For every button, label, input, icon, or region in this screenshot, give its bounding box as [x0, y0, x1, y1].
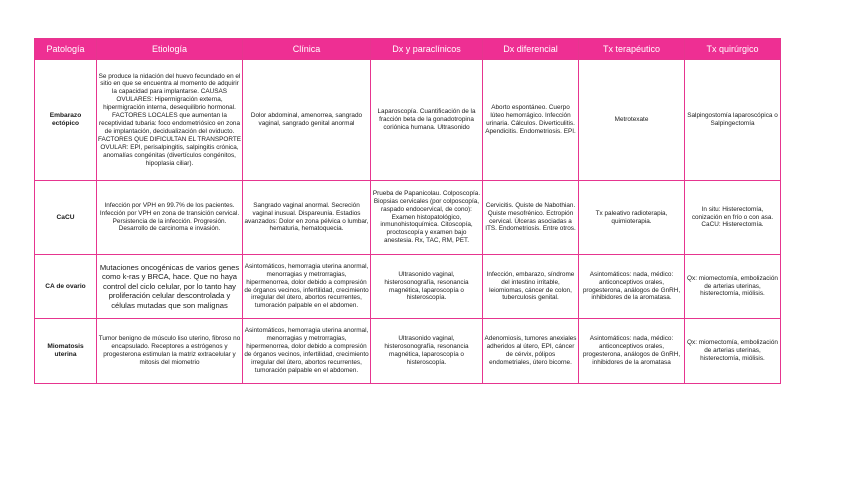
- clinical-cell: Sangrado vaginal anormal. Secreción vaginal inusual. Dispareunia. Estadios avanzados: Dolor en zona pélvica o lumbar, hematuria, hematoquecia.: [243, 181, 371, 255]
- pathology-cell: CA de ovario: [35, 255, 97, 319]
- therapeutic-cell: Metrotexate: [579, 60, 685, 181]
- diagnosis-cell: Ultrasonido vaginal, histerosonografía, resonancia magnética, laparoscopía o histeroscopía.: [371, 255, 483, 319]
- header-differential: Dx diferencial: [483, 39, 579, 60]
- pathology-cell: Miomatosis uterina: [35, 319, 97, 384]
- header-pathology: Patología: [35, 39, 97, 60]
- etiology-cell: Tumor benigno de músculo liso uterino, fibroso no encapsulado. Receptores a estrógenos y progesterona estimulan la matriz extracelular y mitosis del miometrio: [97, 319, 243, 384]
- pathology-cell: CaCU: [35, 181, 97, 255]
- diagnosis-cell: Laparoscopía. Cuantificación de la fracción beta de la gonadotropina coriónica humana. Ultrasonido: [371, 60, 483, 181]
- differential-cell: Aborto espontáneo. Cuerpo lúteo hemorrágico. Infección urinaria. Cálculos. Diverticulitis. Apendicitis. Endometriosis. EPI.: [483, 60, 579, 181]
- header-diagnosis: Dx y paraclínicos: [371, 39, 483, 60]
- pathology-cell: Embarazo ectópico: [35, 60, 97, 181]
- pathology-table: [34, 38, 781, 384]
- etiology-cell: Se produce la nidación del huevo fecundado en el sitio en que se encuentra al momento de adquirir la capacidad para implantarse. CAUSAS OVULARES: Hipermigración externa, hipermigración interna, desequilibrio hormonal. FACTORES LOCALES que aumentan la receptividad tubaria: foco endometriósico en zona de implantación, decidualización del oviducto. FACTORES QUE DIFICULTAN EL TRANSPORTE OVULAR: EPI, perisalpingitis, salpingitis crónica, anomalías congénitas (divertículos congénitos, hipoplasia ciliar).: [97, 60, 243, 181]
- clinical-cell: Asintomáticos, hemorragia uterina anormal, menorragias y metrorragias, hipermenorrea, dolor debido a compresión de órganos vecinos, infertilidad, crecimiento irregular del útero, abortos recurrentes, tumoración palpable en el abdomen.: [243, 255, 371, 319]
- surgical-cell: Salpingostomía laparoscópica o Salpingectomía: [685, 60, 781, 181]
- header-row: [35, 39, 781, 60]
- diagnosis-cell: Prueba de Papanicolau. Colposcopía. Biopsias cervicales (por colposcopía, raspado endocervical, de cono): Examen histopatológico, inmunohistoquímica. Citoscopía, proctoscopía y examen bajo anestesia. Rx, TAC, RM, PET.: [371, 181, 483, 255]
- surgical-cell: In situ: Histerectomía, conización en frío o con asa. CaCU: Histerectomía.: [685, 181, 781, 255]
- etiology-cell: Infección por VPH en 99.7% de los pacientes. Infección por VPH en zona de transición cervical. Persistencia de la infección. Progresión. Desarrollo de carcinoma e invasión.: [97, 181, 243, 255]
- table-row: [35, 319, 781, 384]
- differential-cell: Infección, embarazo, síndrome del intestino irritable, leiomiomas, cáncer de colon, tuberculosis genital.: [483, 255, 579, 319]
- header-etiology: Etiología: [97, 39, 243, 60]
- etiology-cell: Mutaciones oncogénicas de varios genes como k-ras y BRCA, hace. Que no haya control del ciclo celular, por lo tanto hay proliferación celular descontrolada y células mutadas que son malignas: [97, 255, 243, 319]
- table-row: [35, 60, 781, 181]
- therapeutic-cell: Asintomáticos: nada, médico: anticonceptivos orales, progesterona, análogos de GnRH, inhibidores de la aromatasa.: [579, 255, 685, 319]
- table-row: [35, 181, 781, 255]
- differential-cell: Adenomiosis, tumores anexiales adheridos al útero, EPI, cáncer de cérvix, pólipos endometriales, útero bicorne.: [483, 319, 579, 384]
- therapeutic-cell: Asintomáticos: nada, médico: anticonceptivos orales, progesterona, análogos de GnRH, inhibidores de la aromatasa: [579, 319, 685, 384]
- table-row: [35, 255, 781, 319]
- clinical-cell: Dolor abdominal, amenorrea, sangrado vaginal, sangrado genital anormal: [243, 60, 371, 181]
- surgical-cell: Qx: miomectomía, embolización de arterias uterinas, histerectomía, miólisis.: [685, 255, 781, 319]
- header-clinical: Clínica: [243, 39, 371, 60]
- surgical-cell: Qx: miomectomía, embolización de arterias uterinas, histerectomía, miólisis.: [685, 319, 781, 384]
- diagnosis-cell: Ultrasonido vaginal, histerosonografía, resonancia magnética, laparoscopía o histeroscopía.: [371, 319, 483, 384]
- header-therapeutic: Tx terapéutico: [579, 39, 685, 60]
- clinical-cell: Asintomáticos, hemorragia uterina anormal, menorragias y metrorragias, hipermenorrea, dolor debido a compresión de órganos vecinos, infertilidad, crecimiento irregular del útero, abortos recurrentes, tumoración palpable en el abdomen.: [243, 319, 371, 384]
- differential-cell: Cervicitis. Quiste de Nabothian. Quiste mesofrénico. Ectropión cervical. Úlceras asociadas a ITS. Endometriosis. Entre otros.: [483, 181, 579, 255]
- therapeutic-cell: Tx paleativo radioterapia, quimioterapia.: [579, 181, 685, 255]
- header-surgical: Tx quirúrgico: [685, 39, 781, 60]
